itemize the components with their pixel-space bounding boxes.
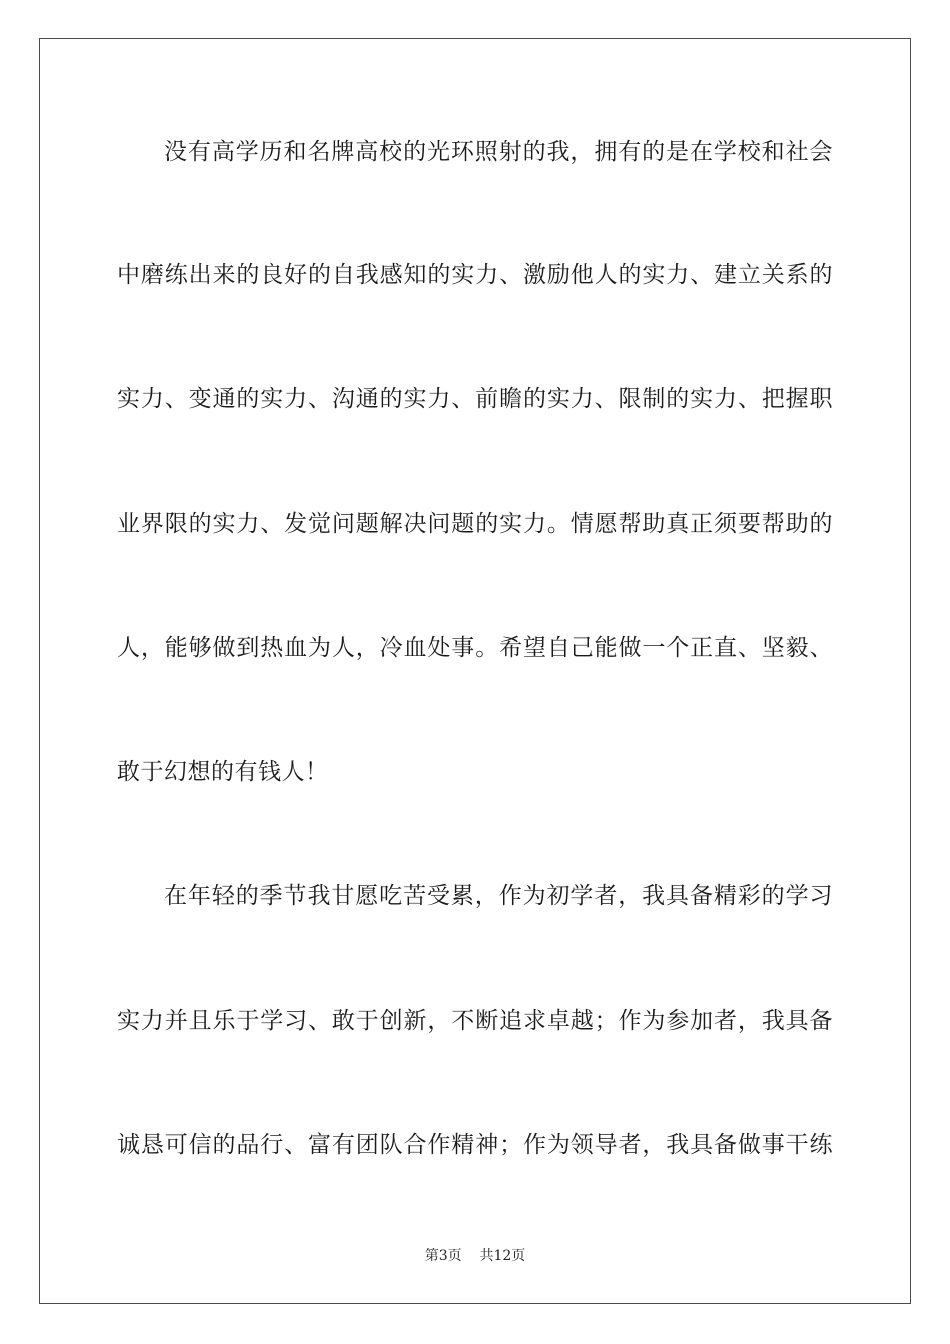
paragraph-1-line-4: 业界限的实力、发觉问题解决问题的实力。情愿帮助真正须要帮助的 [117, 511, 833, 537]
paragraph-2-line-1: 在年轻的季节我甘愿吃苦受累，作为初学者，我具备精彩的学习 [164, 883, 833, 909]
paragraph-2-line-2: 实力并且乐于学习、敢于创新，不断追求卓越；作为参加者，我具备 [117, 1008, 833, 1034]
paragraph-1-line-2: 中磨练出来的良好的自我感知的实力、激励他人的实力、建立关系的 [117, 262, 833, 288]
paragraph-1-line-6: 敢于幻想的有钱人！ [117, 759, 329, 785]
page-border [39, 38, 911, 1304]
paragraph-1-line-1: 没有高学历和名牌高校的光环照射的我，拥有的是在学校和社会 [164, 139, 833, 165]
page-number-footer: 第3页 共12页 [424, 1248, 526, 1264]
paragraph-1-line-5: 人，能够做到热血为人，冷血处事。希望自己能做一个正直、坚毅、 [117, 635, 833, 661]
paragraph-1-line-3: 实力、变通的实力、沟通的实力、前瞻的实力、限制的实力、把握职 [117, 386, 833, 412]
paragraph-2-line-3: 诚恳可信的品行、富有团队合作精神；作为领导者，我具备做事干练 [117, 1132, 833, 1158]
